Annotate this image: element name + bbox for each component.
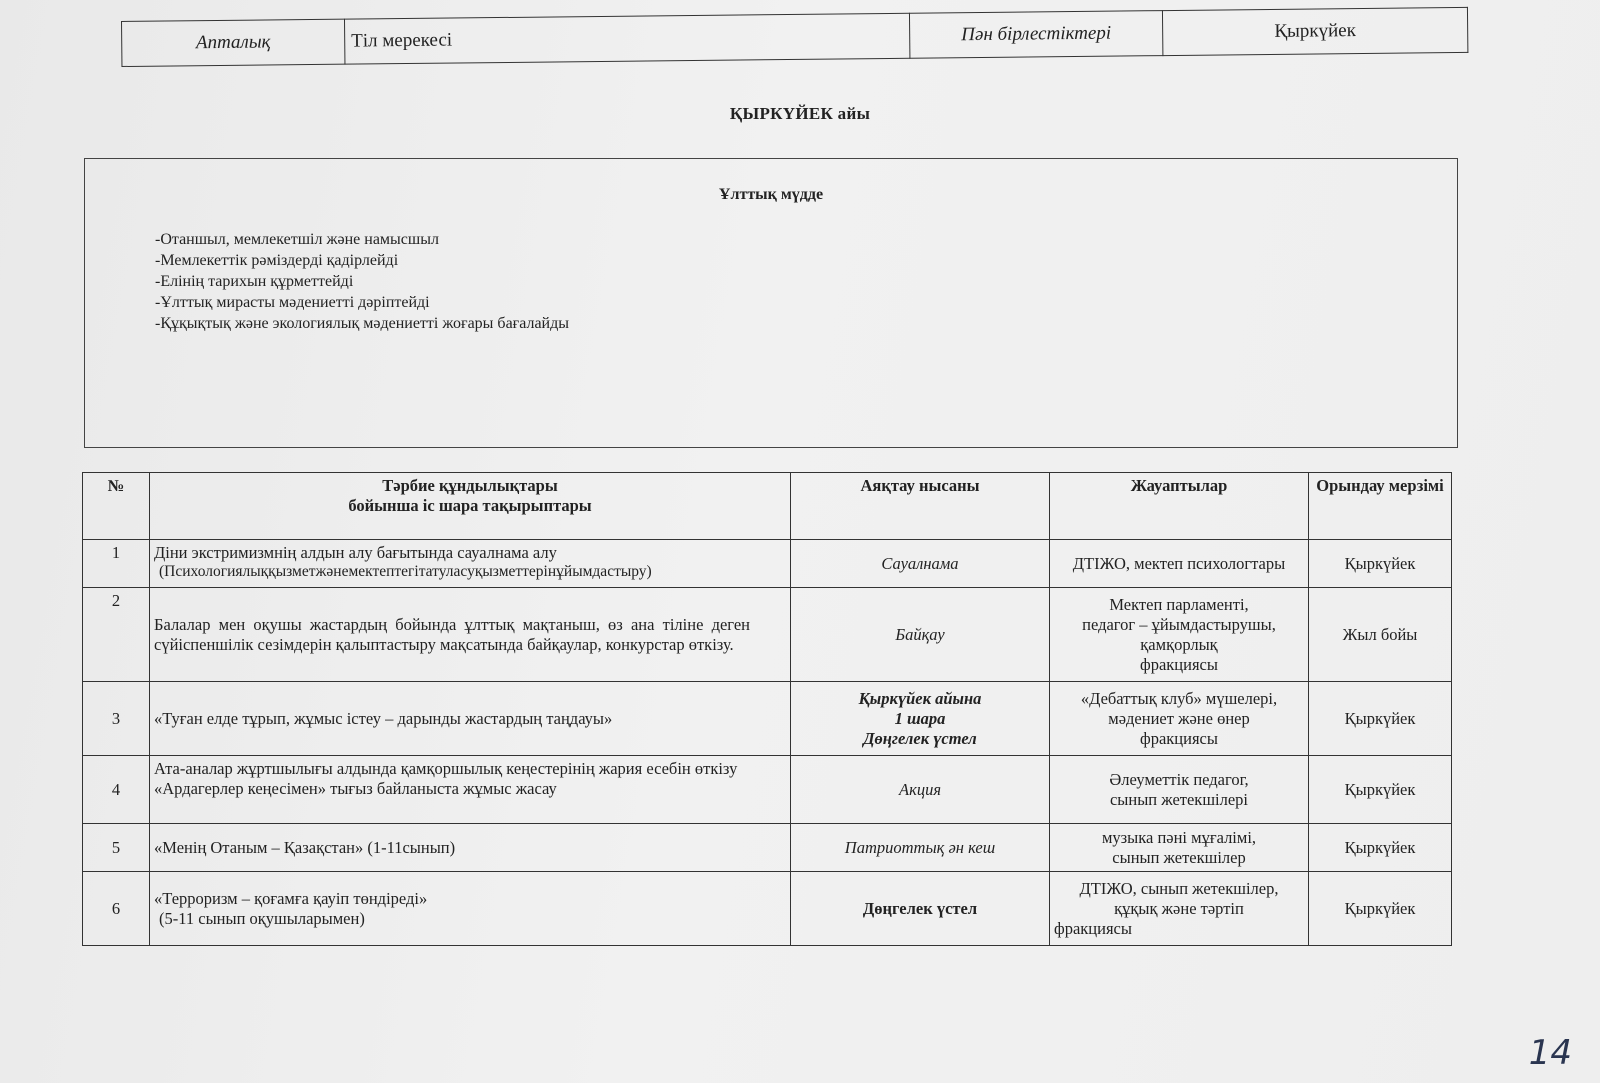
row-responsible-line: фракциясы <box>1054 918 1132 938</box>
row-deadline: Қыркүйек <box>1309 540 1452 588</box>
row-responsible-line: сынып жетекшілер <box>1112 847 1246 867</box>
row-num: 4 <box>83 756 150 824</box>
row-topic-line: (Психологиялыққызметжәнемектептегітатуласуқызметтерінұйымдастыру) <box>159 563 652 580</box>
row-deadline: Жыл бойы <box>1309 588 1452 682</box>
header-topic <box>150 473 791 540</box>
row-topic-line: Діни экстримизмнің алдын алу бағытында сауалнама алу <box>154 543 557 562</box>
values-box-title: Ұлттық мүдде <box>718 186 824 203</box>
page-number: 14 <box>1528 1033 1572 1073</box>
row-form: Сауалнама <box>791 540 1050 588</box>
values-list-item: -Мемлекеттік рәміздерді қадірлейді <box>155 252 399 269</box>
row-responsible-line: құқық және тәртіп <box>1114 898 1244 918</box>
values-list-item: -Құқықтық және экологиялық мәдениетті жоғары бағалайды <box>155 315 570 332</box>
row-topic: Балалар мен оқушы жастардың бойында ұлттық мақтаныш, өз ана тіліне деген сүйіспеншілік сезімдерін қалыптастыру мақсатында байқаулар, конкурстар өткізу. <box>150 588 791 682</box>
row-form-line: Дөңгелек үстел <box>863 728 977 748</box>
row-responsible-line: «Дебаттық клуб» мүшелері, <box>1080 688 1278 708</box>
table-header-row <box>83 473 1452 540</box>
row-topic <box>150 872 791 946</box>
row-topic: «Менің Отаным – Қазақстан» (1-11сынып) <box>150 824 791 872</box>
row-responsible-line: мәдениет және өнер <box>1108 708 1250 728</box>
header-strip-month: Қыркүйек <box>1162 7 1467 55</box>
table-row <box>83 872 1452 946</box>
row-deadline: Қыркүйек <box>1309 756 1452 824</box>
row-responsible: ДТІЖО, мектеп психологтары <box>1050 540 1309 588</box>
row-responsible <box>1050 824 1309 872</box>
row-responsible-line: Әлеуметтік педагог, <box>1109 769 1249 789</box>
values-list-item: -Ұлттық мирасты мәдениетті дәріптейді <box>155 294 430 311</box>
row-responsible-line: фракциясы <box>1140 654 1218 674</box>
row-topic-line: «Терроризм – қоғамға қауіп төндіреді» <box>154 888 428 908</box>
row-responsible <box>1050 756 1309 824</box>
row-deadline: Қыркүйек <box>1309 872 1452 946</box>
row-responsible <box>1050 588 1309 682</box>
row-responsible <box>1050 682 1309 756</box>
row-topic: «Туған елде тұрып, жұмыс істеу – дарынды жастардың таңдауы» <box>150 682 791 756</box>
values-list <box>155 229 569 334</box>
row-responsible-line: қамқорлық <box>1140 634 1218 654</box>
header-num: № <box>83 473 150 540</box>
row-form <box>791 682 1050 756</box>
month-title: ҚЫРКҮЙЕК айы <box>729 104 871 123</box>
row-topic <box>150 756 791 824</box>
row-form: Акция <box>791 756 1050 824</box>
row-responsible-line: музыка пәні мұғалімі, <box>1101 827 1257 847</box>
row-responsible <box>1050 872 1309 946</box>
header-strip-event: Тіл мерекесі <box>344 13 909 64</box>
row-form-line: Қыркүйек айына <box>858 688 982 708</box>
table-row <box>83 824 1452 872</box>
table-row <box>83 588 1452 682</box>
header-form: Аяқтау нысаны <box>791 473 1050 540</box>
header-strip-row <box>122 7 1468 66</box>
row-deadline: Қыркүйек <box>1309 824 1452 872</box>
row-form: Патриоттық ән кеш <box>791 824 1050 872</box>
row-responsible-line: фракциясы <box>1140 728 1218 748</box>
row-topic-line: Ата-аналар жұртшылығы алдында қамқоршылық кеңестерінің жария есебін өткізу <box>154 759 738 778</box>
row-form: Дөңгелек үстел <box>791 872 1050 946</box>
row-responsible-line: педагог – ұйымдастырушы, <box>1082 614 1276 634</box>
values-list-item: -Отаншыл, мемлекетшіл және намысшыл <box>155 231 439 248</box>
table-row <box>83 756 1452 824</box>
row-deadline: Қыркүйек <box>1309 682 1452 756</box>
row-responsible-line: ДТІЖО, сынып жетекшілер, <box>1079 878 1279 898</box>
events-table <box>82 472 1452 946</box>
table-row <box>83 682 1452 756</box>
header-responsible: Жауаптылар <box>1050 473 1309 540</box>
header-strip-table <box>121 7 1468 67</box>
values-list-item: -Елінің тарихын құрметтейді <box>155 273 354 290</box>
row-responsible-line: Мектеп парламенті, <box>1109 594 1249 614</box>
row-topic-line: «Ардагерлер кеңесімен» тығыз байланыста жұмыс жасау <box>154 779 557 798</box>
header-strip-responsible: Пән бірлестіктері <box>909 11 1162 59</box>
row-num: 2 <box>83 588 150 682</box>
row-form: Байқау <box>791 588 1050 682</box>
row-responsible-line: сынып жетекшілері <box>1109 789 1249 809</box>
row-num: 5 <box>83 824 150 872</box>
header-topic-line: бойынша іс шара тақырыптары <box>348 496 592 515</box>
header-topic-line: Тәрбие құндылықтары <box>382 476 558 495</box>
header-strip-period: Апталық <box>122 19 345 66</box>
table-row <box>83 540 1452 588</box>
row-topic <box>150 540 791 588</box>
values-box <box>84 158 1458 448</box>
row-num: 6 <box>83 872 150 946</box>
header-deadline: Орындау мерзімі <box>1309 473 1452 540</box>
row-num: 3 <box>83 682 150 756</box>
row-form-line: 1 шара <box>894 708 946 728</box>
row-num: 1 <box>83 540 150 588</box>
row-topic-line: (5-11 сынып оқушыларымен) <box>159 908 365 928</box>
